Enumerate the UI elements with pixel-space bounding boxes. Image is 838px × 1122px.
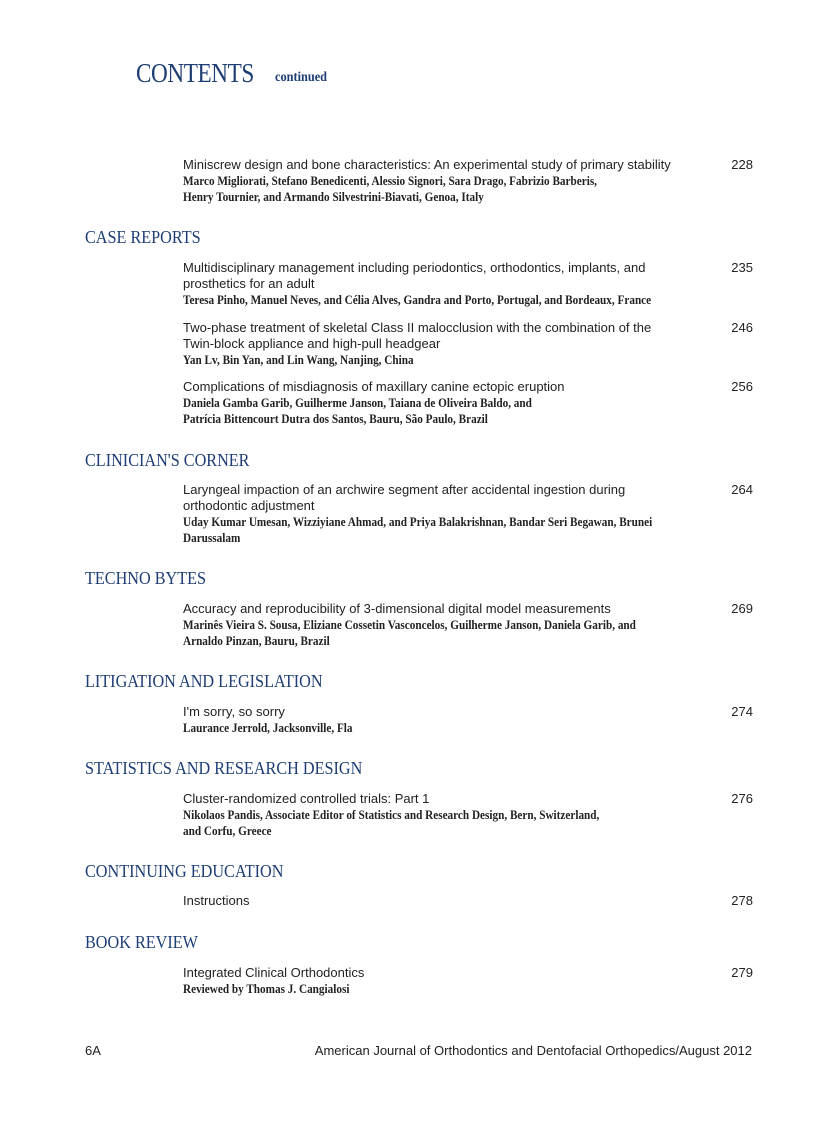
section-heading: STATISTICS AND RESEARCH DESIGN xyxy=(85,758,363,778)
page-number: 264 xyxy=(731,482,753,497)
article-title xyxy=(183,704,708,720)
article-authors xyxy=(183,981,707,997)
title-line: Twin-block appliance and high-pull headgear xyxy=(183,336,441,351)
author-line: Marinês Vieira S. Sousa, Eliziane Cossetin Vasconcelos, Guilherme Janson, Daniela Garib, and xyxy=(183,618,636,632)
article-authors xyxy=(183,292,707,308)
toc-entry[interactable] xyxy=(183,601,753,649)
article-authors xyxy=(183,720,707,736)
author-line: Daniela Gamba Garib, Guilherme Janson, Taiana de Oliveira Baldo, and xyxy=(183,396,532,410)
author-line: Arnaldo Pinzan, Bauru, Brazil xyxy=(183,634,330,648)
toc-entry[interactable] xyxy=(183,704,753,736)
toc-entry[interactable] xyxy=(183,965,753,997)
title-line: prosthetics for an adult xyxy=(183,276,315,291)
author-line: Yan Lv, Bin Yan, and Lin Wang, Nanjing, China xyxy=(183,353,414,367)
title-line: Integrated Clinical Orthodontics xyxy=(183,965,365,980)
article-title xyxy=(183,379,708,395)
section-heading: BOOK REVIEW xyxy=(85,932,198,952)
page-number: 279 xyxy=(731,965,753,980)
section-heading: TECHNO BYTES xyxy=(85,568,207,588)
article-authors xyxy=(183,173,707,205)
author-line: Darussalam xyxy=(183,531,241,545)
title-line: Laryngeal impaction of an archwire segment after accidental ingestion during xyxy=(183,482,626,497)
section-heading: CONTINUING EDUCATION xyxy=(85,861,284,881)
article-authors xyxy=(183,617,707,649)
page-number: 278 xyxy=(731,893,753,908)
page-number: 276 xyxy=(731,791,753,806)
article-authors xyxy=(183,514,707,546)
article-title xyxy=(183,601,708,617)
author-line: Patrícia Bittencourt Dutra dos Santos, Bauru, São Paulo, Brazil xyxy=(183,412,488,426)
article-authors xyxy=(183,352,707,368)
page-number: 256 xyxy=(731,379,753,394)
toc-entry[interactable] xyxy=(183,320,753,368)
toc-entry[interactable] xyxy=(183,260,753,308)
toc-entry[interactable] xyxy=(183,791,753,839)
article-authors xyxy=(183,395,707,427)
author-line: Marco Migliorati, Stefano Benedicenti, Alessio Signori, Sara Drago, Fabrizio Barberis, xyxy=(183,174,597,188)
footer-page-number: 6A xyxy=(85,1043,101,1058)
title-line: orthodontic adjustment xyxy=(183,498,315,513)
author-line: Teresa Pinho, Manuel Neves, and Célia Alves, Gandra and Porto, Portugal, and Bordeaux, France xyxy=(183,293,652,307)
article-title xyxy=(183,965,708,981)
footer-journal: American Journal of Orthodontics and Dentofacial Orthopedics/August 2012 xyxy=(314,1043,752,1058)
page-title: CONTENTS xyxy=(136,58,254,88)
article-title xyxy=(183,260,708,292)
article-authors xyxy=(183,807,707,839)
page-number: 228 xyxy=(731,157,753,172)
article-title xyxy=(183,791,708,807)
toc-entry[interactable] xyxy=(183,379,753,427)
author-line: and Corfu, Greece xyxy=(183,824,272,838)
section-heading: LITIGATION AND LEGISLATION xyxy=(85,671,323,691)
title-line: I'm sorry, so sorry xyxy=(183,704,285,719)
author-line: Laurance Jerrold, Jacksonville, Fla xyxy=(183,721,353,735)
page-subtitle: continued xyxy=(275,70,328,85)
toc-entry[interactable] xyxy=(183,893,753,909)
author-line: Uday Kumar Umesan, Wizziyiane Ahmad, and Priya Balakrishnan, Bandar Seri Begawan, Brunei xyxy=(183,515,653,529)
article-title xyxy=(183,482,708,514)
page-number: 246 xyxy=(731,320,753,335)
section-heading: CLINICIAN'S CORNER xyxy=(85,450,250,470)
author-line: Reviewed by Thomas J. Cangialosi xyxy=(183,982,350,996)
title-line: Two-phase treatment of skeletal Class II malocclusion with the combination of the xyxy=(183,320,652,335)
title-line: Multidisciplinary management including periodontics, orthodontics, implants, and xyxy=(183,260,646,275)
section-heading: CASE REPORTS xyxy=(85,227,201,247)
toc-entry[interactable] xyxy=(183,157,753,205)
title-line: Accuracy and reproducibility of 3-dimensional digital model measurements xyxy=(183,601,611,616)
title-line: Instructions xyxy=(183,893,250,908)
title-line: Complications of misdiagnosis of maxillary canine ectopic eruption xyxy=(183,379,565,394)
article-title xyxy=(183,157,708,173)
page-number: 235 xyxy=(731,260,753,275)
page-number: 269 xyxy=(731,601,753,616)
author-line: Nikolaos Pandis, Associate Editor of Statistics and Research Design, Bern, Switzerland, xyxy=(183,808,600,822)
article-title xyxy=(183,893,708,909)
article-title xyxy=(183,320,708,352)
title-line: Miniscrew design and bone characteristics: An experimental study of primary stability xyxy=(183,157,671,172)
toc-entry[interactable] xyxy=(183,482,753,546)
author-line: Henry Tournier, and Armando Silvestrini-Biavati, Genoa, Italy xyxy=(183,190,484,204)
page-number: 274 xyxy=(731,704,753,719)
title-line: Cluster-randomized controlled trials: Part 1 xyxy=(183,791,430,806)
